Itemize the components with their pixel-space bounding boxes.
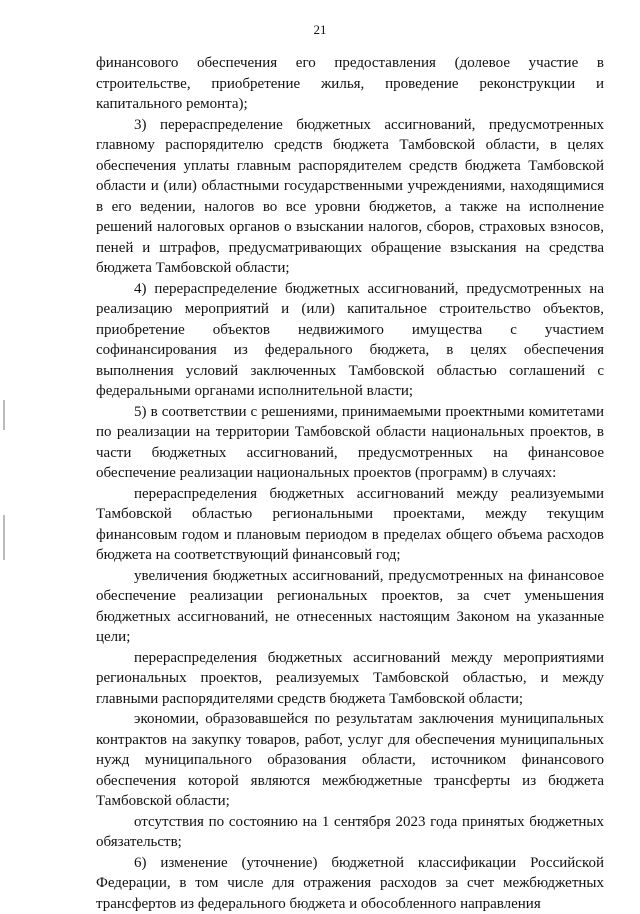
paragraph: 3) перераспределение бюджетных ассигнований, предусмотренных главному распорядителю средств бюджета Тамбовской области, в целях обеспечения уплаты главным распорядителем средств бюджета Тамбовской области и (или) областными государственными учреждениями, находящимися в его ведении, налогов во все уровни бюджетов, а также на исполнение решений налоговых органов о взыскании налогов, сборов, страховых взносов, пеней и штрафов, предусматривающих обращение взыскания на средства бюджета Тамбовской области; [96, 115, 604, 279]
document-body [96, 53, 604, 914]
paragraph: отсутствия по состоянию на 1 сентября 2023 года принятых бюджетных обязательств; [96, 812, 604, 853]
scan-margin-mark [3, 400, 5, 430]
paragraph: увеличения бюджетных ассигнований, предусмотренных на финансовое обеспечение реализации региональных проектов, за счет уменьшения бюджетных ассигнований, не отнесенных настоящим Законом на указанные цели; [96, 566, 604, 648]
paragraph: перераспределения бюджетных ассигнований между реализуемыми Тамбовской областью региональными проектами, между текущим финансовым годом и плановым периодом в пределах общего объема расходов бюджета на соответствующий финансовый год; [96, 484, 604, 566]
scan-margin-mark [3, 515, 5, 560]
paragraph: экономии, образовавшейся по результатам заключения муниципальных контрактов на закупку товаров, работ, услуг для обеспечения муниципальных нужд муниципального образования области, источником финансового обеспечения которой являются межбюджетные трансферты из бюджета Тамбовской области; [96, 709, 604, 812]
paragraph: перераспределения бюджетных ассигнований между мероприятиями региональных проектов, реализуемых Тамбовской областью, и между главными распорядителями средств бюджета Тамбовской области; [96, 648, 604, 710]
paragraph: 4) перераспределение бюджетных ассигнований, предусмотренных на реализацию мероприятий и (или) капитальное строительство объектов, приобретение объектов недвижимого имущества с участием софинансирования из федерального бюджета, в целях обеспечения выполнения условий заключенных Тамбовской областью соглашений с федеральными органами исполнительной власти; [96, 279, 604, 402]
paragraph: финансового обеспечения его предоставления (долевое участие в строительстве, приобретение жилья, проведение реконструкции и капитального ремонта); [96, 53, 604, 115]
paragraph: 6) изменение (уточнение) бюджетной классификации Российской Федерации, в том числе для отражения расходов за счет межбюджетных трансфертов из федерального бюджета и обособленного направления [96, 853, 604, 914]
page-number: 21 [0, 22, 640, 38]
paragraph: 5) в соответствии с решениями, принимаемыми проектными комитетами по реализации на территории Тамбовской области национальных проектов, в части бюджетных ассигнований, предусмотренных на финансовое обеспечение реализации национальных проектов (программ) в случаях: [96, 402, 604, 484]
